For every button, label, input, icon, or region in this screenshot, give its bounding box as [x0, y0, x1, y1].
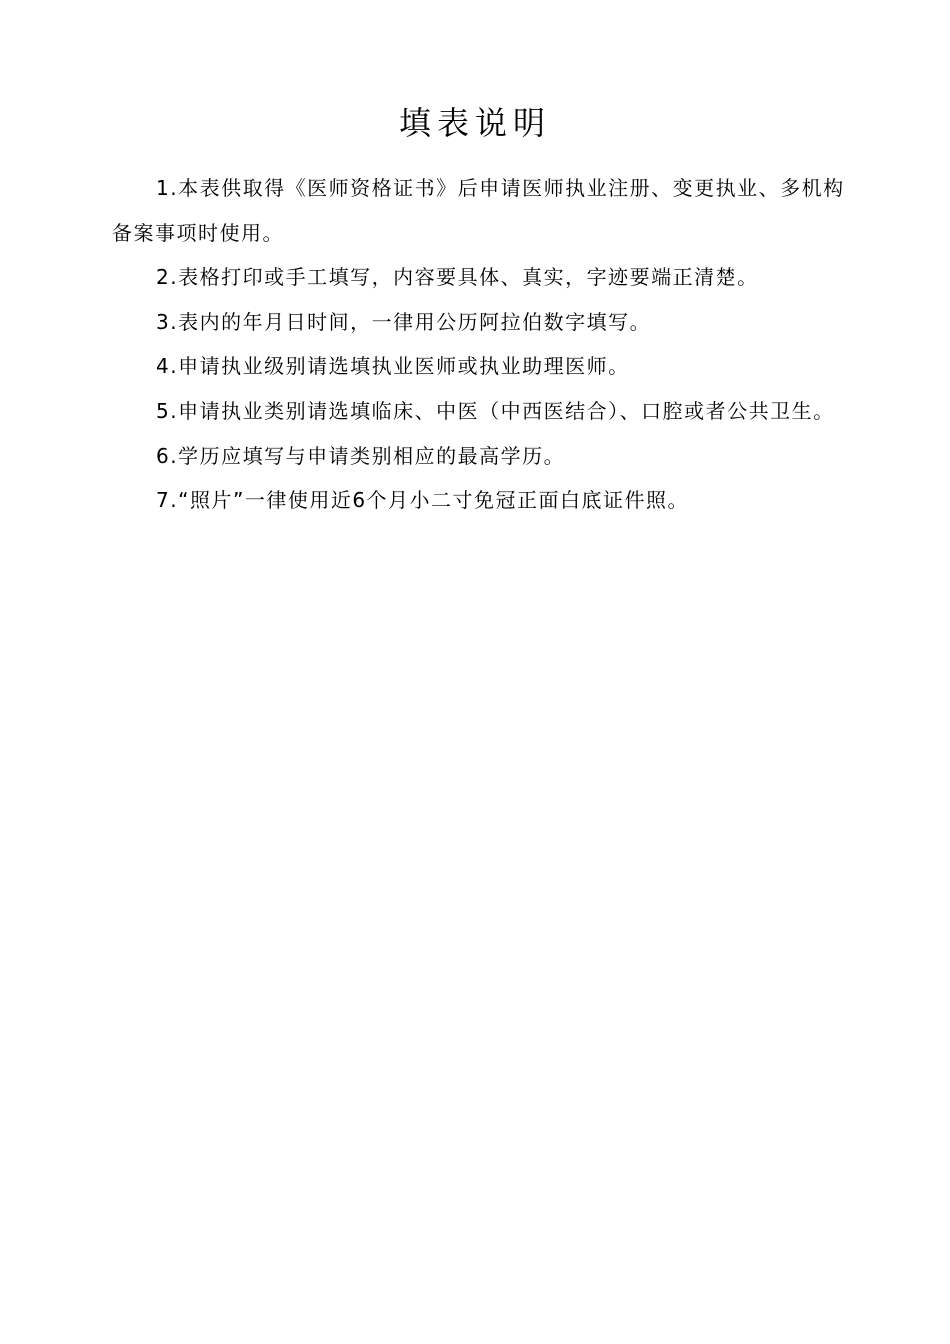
instruction-list — [112, 166, 848, 523]
item-text: 申请执业类别请选填临床、中医（中西医结合）、口腔或者公共卫生。 — [178, 398, 835, 423]
instruction-item-2 — [112, 255, 848, 300]
instruction-item-3 — [112, 300, 848, 345]
item-number: 3. — [156, 309, 179, 334]
item-text: 表内的年月日时间，一律用公历阿拉伯数字填写。 — [178, 309, 652, 334]
item-text: 学历应填写与申请类别相应的最高学历。 — [178, 443, 566, 468]
item-number: 6. — [156, 443, 179, 468]
item-number: 2. — [156, 265, 179, 290]
instruction-item-4 — [112, 344, 848, 389]
item-number: 4. — [156, 354, 179, 379]
page-title: 填表说明 — [398, 104, 551, 142]
item-text: 申请执业级别请选填执业医师或执业助理医师。 — [178, 354, 630, 379]
instruction-item-6 — [112, 434, 848, 479]
item-number: 1. — [156, 176, 179, 200]
instruction-item-5 — [112, 389, 848, 434]
item-text: 本表供取得《医师资格证书》后申请医师执业注册、变更执业、多机构备案事项时使用。 — [112, 176, 845, 245]
instruction-item-1 — [112, 166, 848, 255]
item-number: 7. — [156, 488, 179, 513]
item-text: 表格打印或手工填写，内容要具体、真实，字迹要端正清楚。 — [178, 265, 759, 290]
item-number: 5. — [156, 398, 179, 423]
item-text: “照片”一律使用近6个月小二寸免冠正面白底证件照。 — [178, 488, 690, 513]
instruction-item-7 — [112, 478, 848, 523]
